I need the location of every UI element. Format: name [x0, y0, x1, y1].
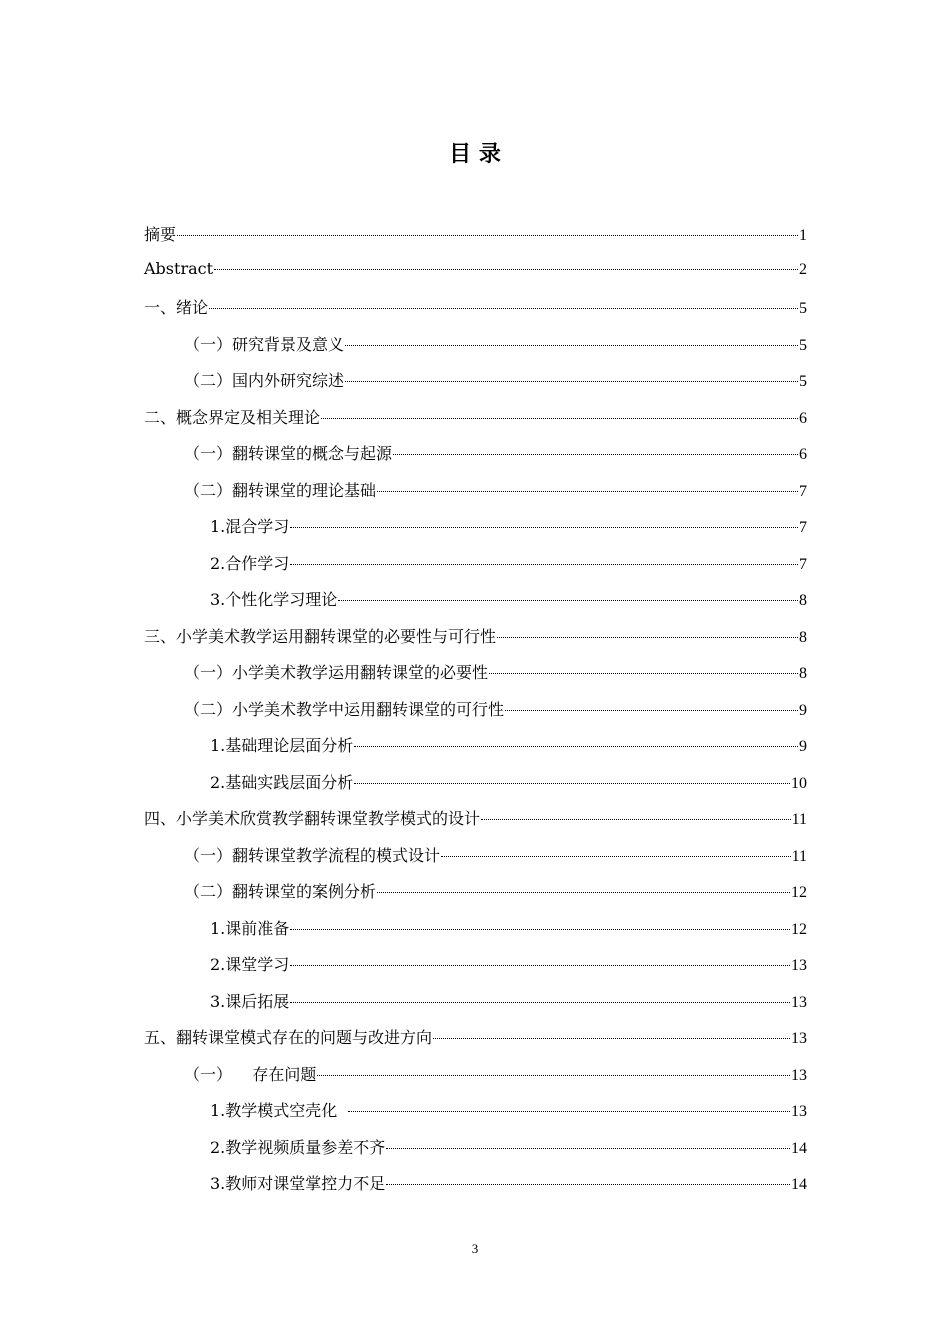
toc-entry-label: （二）翻转课堂的理论基础 [184, 480, 377, 500]
toc-entry-page: 13 [791, 993, 807, 1011]
dot-leader [393, 454, 798, 455]
toc-entry[interactable] [144, 551, 807, 588]
toc-entry[interactable] [144, 879, 807, 916]
dot-leader [345, 381, 798, 382]
toc-entry[interactable] [144, 332, 807, 369]
toc-entry-label: 1.混合学习 [210, 517, 290, 536]
toc-entry[interactable] [144, 1171, 807, 1208]
toc-entry-page: 5 [799, 336, 807, 354]
dot-leader [214, 269, 798, 270]
toc-entry-label: （一）研究背景及意义 [184, 334, 345, 354]
table-of-contents [144, 222, 807, 1208]
dot-leader [433, 1038, 790, 1039]
toc-entry-label: 3.课后拓展 [210, 991, 290, 1011]
toc-entry-label: 1.教学模式空壳化 [210, 1101, 348, 1120]
toc-entry-page: 10 [791, 774, 807, 792]
toc-entry[interactable] [144, 587, 807, 624]
toc-entry-label: （二）国内外研究综述 [184, 371, 345, 390]
toc-entry-label: 3.个性化学习理论 [210, 590, 338, 609]
page-number: 3 [471, 1241, 479, 1256]
toc-entry[interactable] [144, 478, 807, 515]
toc-entry[interactable] [144, 514, 807, 551]
toc-entry-page: 13 [791, 1066, 807, 1084]
toc-entry-page: 8 [799, 592, 807, 609]
toc-entry[interactable] [144, 770, 807, 807]
toc-entry-label: 1.课前准备 [210, 918, 290, 938]
dot-leader [489, 673, 798, 674]
dot-leader [377, 491, 798, 492]
toc-entry[interactable] [144, 989, 807, 1026]
dot-leader [386, 1184, 790, 1185]
toc-entry-label: 一、绪论 [144, 298, 209, 317]
toc-title: 目 录 [449, 141, 501, 167]
toc-entry-label: 二、概念界定及相关理论 [144, 407, 321, 427]
toc-entry-label: （一）翻转课堂的概念与起源 [184, 444, 393, 463]
toc-entry[interactable] [144, 916, 807, 953]
dot-leader [441, 856, 791, 857]
dot-leader [377, 892, 790, 893]
toc-entry[interactable] [144, 405, 807, 442]
toc-entry[interactable] [144, 368, 807, 405]
dot-leader [345, 345, 798, 346]
dot-leader [505, 710, 798, 711]
toc-entry-page: 13 [791, 1103, 807, 1120]
toc-entry-page: 6 [799, 409, 807, 427]
dot-leader [386, 1148, 790, 1149]
toc-entry[interactable] [144, 1098, 807, 1135]
dot-leader [321, 418, 798, 419]
toc-entry[interactable] [144, 1025, 807, 1062]
toc-entry-label: Abstract [144, 258, 214, 278]
toc-entry-label: 五、翻转课堂模式存在的问题与改进方向 [144, 1028, 433, 1047]
toc-entry-page: 14 [791, 1139, 807, 1157]
toc-entry-page: 13 [791, 957, 807, 974]
dot-leader [290, 965, 790, 966]
toc-entry-label: 1.基础理论层面分析 [210, 736, 354, 755]
dot-leader [290, 564, 798, 565]
toc-entry-label: 摘要 [144, 225, 177, 244]
toc-entry[interactable] [144, 952, 807, 989]
toc-entry[interactable] [144, 1135, 807, 1172]
toc-entry[interactable] [144, 1062, 807, 1099]
toc-entry-page: 1 [799, 227, 807, 244]
toc-entry[interactable] [144, 697, 807, 734]
toc-entry-label: （二）小学美术教学中运用翻转课堂的可行性 [184, 699, 505, 719]
toc-entry-page: 11 [791, 811, 807, 828]
toc-entry-page: 7 [799, 482, 807, 500]
toc-entry-page: 5 [799, 300, 807, 317]
dot-leader [290, 527, 798, 528]
toc-entry-label: （二）翻转课堂的案例分析 [184, 882, 377, 901]
toc-entry-label: 2.基础实践层面分析 [210, 772, 354, 792]
toc-entry-page: 7 [799, 555, 807, 573]
toc-entry[interactable] [144, 843, 807, 880]
toc-entry-label: （一） 存在问题 [184, 1064, 317, 1084]
toc-entry[interactable] [144, 441, 807, 478]
toc-entry-page: 9 [799, 701, 807, 719]
dot-leader [497, 637, 798, 638]
dot-leader [354, 783, 790, 784]
toc-entry-label: 2.合作学习 [210, 553, 290, 573]
dot-leader [354, 746, 798, 747]
dot-leader [317, 1075, 790, 1076]
dot-leader [290, 929, 790, 930]
toc-entry-page: 2 [799, 260, 807, 278]
toc-entry[interactable] [144, 295, 807, 332]
toc-entry-label: 2.教学视频质量参差不齐 [210, 1137, 386, 1157]
toc-entry-page: 7 [799, 519, 807, 536]
dot-leader [177, 235, 798, 236]
dot-leader [348, 1111, 790, 1112]
toc-entry[interactable] [144, 733, 807, 770]
toc-entry-page: 8 [799, 628, 807, 646]
toc-entry[interactable] [144, 222, 807, 259]
toc-entry[interactable] [144, 259, 807, 296]
toc-entry-page: 12 [791, 920, 807, 938]
toc-entry-label: （一）小学美术教学运用翻转课堂的必要性 [184, 663, 489, 682]
toc-entry[interactable] [144, 660, 807, 697]
dot-leader [481, 819, 791, 820]
toc-entry-page: 14 [791, 1176, 807, 1193]
toc-entry-label: 三、小学美术教学运用翻转课堂的必要性与可行性 [144, 626, 497, 646]
toc-entry-page: 12 [791, 884, 807, 901]
toc-entry-label: 3.教师对课堂掌控力不足 [210, 1174, 386, 1193]
dot-leader [209, 308, 798, 309]
toc-entry-page: 13 [791, 1030, 807, 1047]
toc-entry[interactable] [144, 624, 807, 661]
toc-entry-label: 四、小学美术欣赏教学翻转课堂教学模式的设计 [144, 809, 481, 828]
dot-leader [290, 1002, 790, 1003]
toc-entry-page: 11 [791, 847, 807, 865]
dot-leader [338, 600, 798, 601]
toc-entry-page: 9 [799, 738, 807, 755]
toc-entry[interactable] [144, 806, 807, 843]
toc-entry-page: 5 [799, 373, 807, 390]
toc-entry-page: 8 [799, 665, 807, 682]
toc-entry-page: 6 [799, 446, 807, 463]
toc-entry-label: （一）翻转课堂教学流程的模式设计 [184, 845, 441, 865]
toc-entry-label: 2.课堂学习 [210, 955, 290, 974]
